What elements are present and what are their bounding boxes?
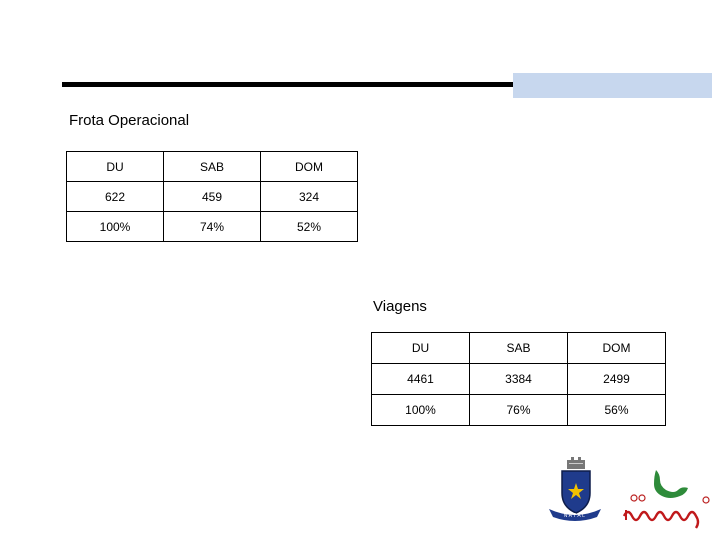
header-cell-du: DU: [67, 152, 164, 182]
table-cell: 622: [67, 182, 164, 212]
header-cell-dom: DOM: [568, 333, 666, 364]
red-script-shape: [624, 512, 698, 528]
header-cell-du: DU: [372, 333, 470, 364]
table-row: [372, 364, 666, 395]
table-cell: 100%: [372, 395, 470, 426]
table-header-row: [67, 152, 358, 182]
table-cell: 56%: [568, 395, 666, 426]
table-row: [372, 395, 666, 426]
table-cell: 324: [261, 182, 358, 212]
table-cell: 4461: [372, 364, 470, 395]
tourism-brand-logo: [620, 468, 714, 530]
table-row: [67, 212, 358, 242]
table-cell: 52%: [261, 212, 358, 242]
viagens-title: Viagens: [373, 298, 427, 315]
frota-title: Frota Operacional: [69, 112, 190, 129]
natal-coat-of-arms-logo: [545, 455, 605, 523]
table-cell: 2499: [568, 364, 666, 395]
accent-box: [513, 73, 712, 98]
table-cell: 76%: [470, 395, 568, 426]
table-header-row: [372, 333, 666, 364]
table-cell: 3384: [470, 364, 568, 395]
header-cell-sab: SAB: [470, 333, 568, 364]
table-cell: 100%: [67, 212, 164, 242]
svg-text:NATAL: NATAL: [563, 513, 587, 519]
header-cell-sab: SAB: [164, 152, 261, 182]
table-cell: 74%: [164, 212, 261, 242]
green-figure-shape: [654, 470, 688, 498]
viagens-table: [371, 332, 666, 426]
table-cell: 459: [164, 182, 261, 212]
header-cell-dom: DOM: [261, 152, 358, 182]
frota-table: [66, 151, 358, 242]
table-row: [67, 182, 358, 212]
